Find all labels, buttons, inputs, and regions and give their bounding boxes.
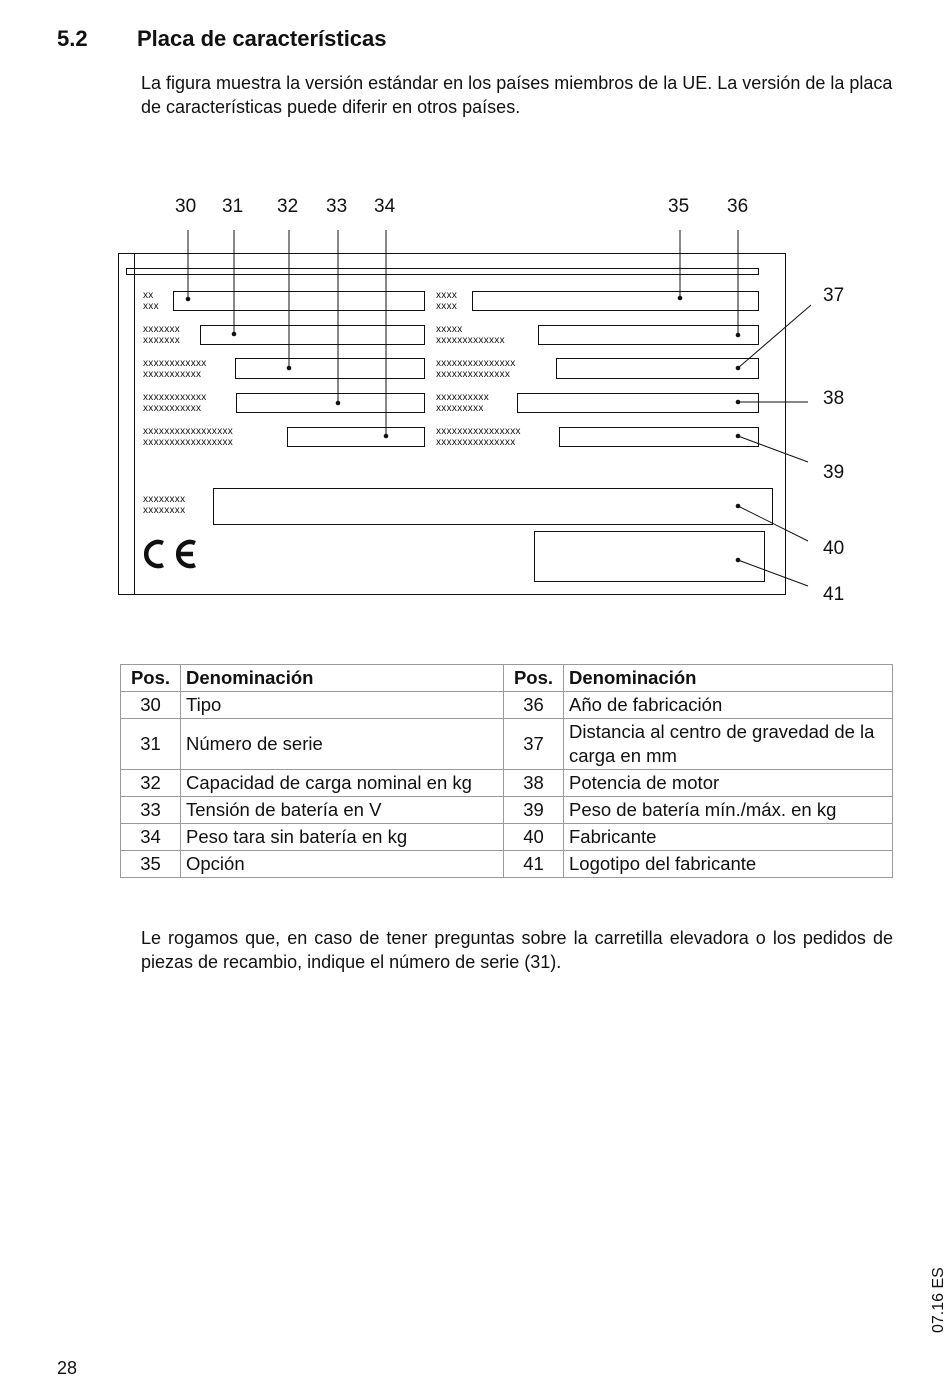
leader-dot-36 [736,333,741,338]
plate-label-32: xxxxxxxxxxxx xxxxxxxxxxx [143,358,207,380]
plate-label-31: xxxxxxx xxxxxxx [143,324,181,346]
table-cell-denominacion: Número de serie [181,719,504,770]
callout-35: 35 [668,196,690,217]
table-cell-denominacion: Peso tara sin batería en kg [181,824,504,851]
callout-37: 37 [823,285,845,306]
callout-41: 41 [823,584,845,605]
table-cell-denominacion: Tipo [181,692,504,719]
field-box-40 [214,489,773,525]
table-cell-pos: 39 [504,797,564,824]
plate-label-36: xxxxx xxxxxxxxxxxxx [436,324,505,346]
table-cell-pos: 38 [504,770,564,797]
serial-number-note: Le rogamos que, en caso de tener preguntas sobre la carretilla elevadora o los pedidos de piezas de recambio, indique el número de serie (31). [141,928,893,972]
table-cell-pos: 30 [121,692,181,719]
plate-label-35: xxxx xxxx [436,290,458,312]
table-cell-denominacion: Peso de batería mín./máx. en kg [564,797,893,824]
table-cell-pos: 32 [121,770,181,797]
field-box-37 [557,359,759,379]
table-cell-pos: 34 [121,824,181,851]
callout-40: 40 [823,538,845,559]
leader-dot-35 [678,296,683,301]
plate-top-bar [127,269,759,275]
plate-label-33: xxxxxxxxxxxx xxxxxxxxxxx [143,392,207,414]
leader-dot-34 [384,434,389,439]
table-cell-denominacion: Capacidad de carga nominal en kg [181,770,504,797]
nameplate-drawing [0,0,950,640]
table-row [121,692,893,719]
table-row [121,797,893,824]
field-box-32 [236,359,425,379]
intro-paragraph: La figura muestra la versión estándar en los países miembros de la UE. La versión de la placa de características puede diferir en otros países. [141,73,893,117]
table-cell-denominacion: Potencia de motor [564,770,893,797]
table-cell-denominacion: Logotipo del fabricante [564,851,893,878]
table-cell-denominacion: Año de fabricación [564,692,893,719]
field-box-36 [539,326,759,345]
field-box-34 [288,428,425,447]
leader-dot-31 [232,332,237,337]
leader-line-41 [738,560,808,586]
column-header-denominacion: Denominación [564,665,893,692]
column-header-denominacion: Denominación [181,665,504,692]
leader-dot-37 [736,366,741,371]
callout-34: 34 [374,196,396,217]
section-number: 5.2 [57,26,88,51]
callout-30: 30 [175,196,197,217]
plate-label-37: xxxxxxxxxxxxxxx xxxxxxxxxxxxxx [436,358,516,380]
callout-38: 38 [823,388,845,409]
plate-label-39: xxxxxxxxxxxxxxxx xxxxxxxxxxxxxxx [436,426,521,448]
table-cell-denominacion: Opción [181,851,504,878]
table-cell-pos: 35 [121,851,181,878]
table-row [121,719,893,770]
table-cell-denominacion: Distancia al centro de gravedad de la carga en mm [564,719,893,770]
table-cell-denominacion: Tensión de batería en V [181,797,504,824]
plate-label-38: xxxxxxxxxx xxxxxxxxx [436,392,489,414]
table-row [121,824,893,851]
field-box-38 [518,394,759,413]
callout-31: 31 [222,196,244,217]
leader-dot-41 [736,558,741,563]
table-cell-denominacion: Fabricante [564,824,893,851]
leader-dot-32 [287,366,292,371]
table-row [121,770,893,797]
table-cell-pos: 41 [504,851,564,878]
column-header-pos: Pos. [504,665,564,692]
column-header-pos: Pos. [121,665,181,692]
edition-code: 07.16 ES [930,1267,947,1333]
callout-36: 36 [727,196,749,217]
callout-33: 33 [326,196,348,217]
leader-dot-30 [186,297,191,302]
position-legend-table [120,664,893,878]
leader-line-39 [738,436,808,462]
table-header-row [121,665,893,692]
page-number: 28 [57,1358,78,1378]
callout-32: 32 [277,196,299,217]
field-box-41 [535,532,765,582]
field-box-30 [174,292,425,311]
table-row [121,851,893,878]
table-cell-pos: 33 [121,797,181,824]
leader-line-37 [738,305,811,368]
plate-label-30: xx xxx [143,290,159,312]
section-title: Placa de características [137,26,387,51]
plate-label-40: xxxxxxxx xxxxxxxx [143,494,186,516]
field-box-35 [473,292,759,311]
leader-dot-38 [736,400,741,405]
plate-label-34: xxxxxxxxxxxxxxxxx xxxxxxxxxxxxxxxxx [143,426,234,448]
field-box-39 [560,428,759,447]
ce-mark-icon [146,542,195,566]
table-cell-pos: 31 [121,719,181,770]
leader-dot-40 [736,504,741,509]
field-box-33 [237,394,425,413]
callout-39: 39 [823,462,845,483]
leader-dot-39 [736,434,741,439]
table-cell-pos: 40 [504,824,564,851]
table-cell-pos: 36 [504,692,564,719]
table-cell-pos: 37 [504,719,564,770]
leader-dot-33 [336,401,341,406]
